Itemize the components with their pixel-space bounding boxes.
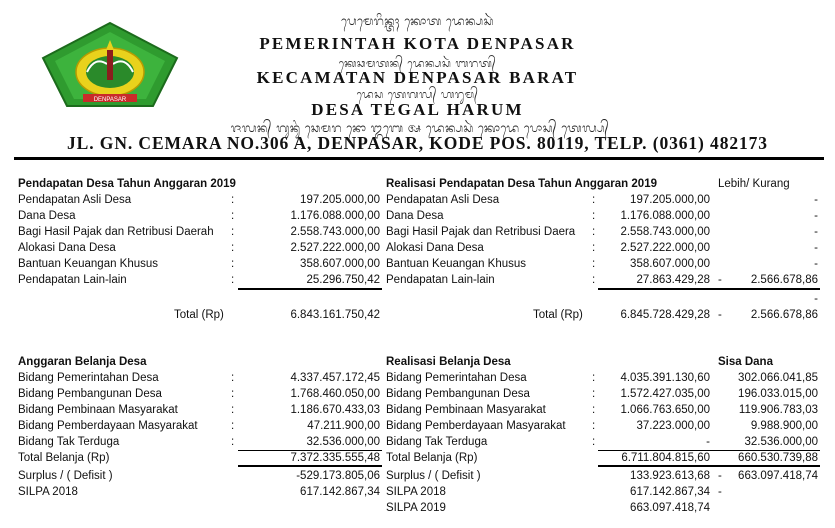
revenue-row-realization: 27.863.429,28 bbox=[636, 274, 710, 286]
expenditure-row-budget: 1.186.670.433,03 bbox=[290, 404, 380, 416]
revenue-row-label-right: Pendapatan Lain-lain bbox=[386, 274, 495, 286]
colon: : bbox=[592, 420, 596, 432]
balinese-script-line-2: ᬓᬾᬘᬫᬢᬦ᭄ ᬤᬾᬦ᭄ᬧᬲᬃ ᬩᬭᬢ᭄ bbox=[338, 57, 497, 70]
expenditure-row-budget: 47.211.900,00 bbox=[307, 420, 380, 432]
revenue-row-label: Bantuan Keuangan Khusus bbox=[18, 258, 159, 270]
revenue-total-label: Total (Rp) bbox=[174, 309, 224, 321]
colon: : bbox=[231, 242, 235, 254]
surplus-realization: 133.923.613,68 bbox=[630, 470, 710, 482]
revenue-row-diff: - bbox=[814, 210, 818, 222]
expenditure-row-budget: 1.768.460.050,00 bbox=[290, 388, 380, 400]
expenditure-budget-heading: Anggaran Belanja Desa bbox=[18, 356, 147, 368]
revenue-row-label: Bagi Hasil Pajak dan Retribusi Daerah bbox=[18, 226, 214, 238]
colon: : bbox=[592, 436, 596, 448]
expenditure-row-realization: - bbox=[706, 436, 710, 448]
address-line: JL. GN. CEMARA NO.306 A, DENPASAR, KODE POS. 80119, TELP. (0361) 482173 bbox=[67, 133, 768, 153]
surplus-label: Surplus / ( Defisit ) bbox=[18, 470, 113, 482]
silpa-2019-realization: 663.097.418,74 bbox=[630, 502, 710, 514]
revenue-row-realization: 1.176.088.000,00 bbox=[620, 210, 710, 222]
expenditure-realization-total-rule bbox=[598, 465, 820, 467]
district-title: KECAMATAN DENPASAR BARAT bbox=[256, 68, 579, 87]
revenue-budget-heading: Pendapatan Desa Tahun Anggaran 2019 bbox=[18, 178, 236, 190]
expenditure-row-label-right: Bidang Pembinaan Masyarakat bbox=[386, 404, 546, 416]
revenue-budget-subtotal-rule bbox=[238, 288, 382, 290]
revenue-row-realization: 358.607.000,00 bbox=[630, 258, 710, 270]
colon: : bbox=[592, 404, 596, 416]
header-divider bbox=[14, 157, 824, 160]
colon: : bbox=[592, 210, 596, 222]
revenue-row-realization: 2.558.743.000,00 bbox=[620, 226, 710, 238]
surplus-sign: - bbox=[718, 470, 722, 482]
surplus-label-right: Surplus / ( Defisit ) bbox=[386, 470, 481, 482]
revenue-row-diff: - bbox=[814, 258, 818, 270]
revenue-row-label: Alokasi Dana Desa bbox=[18, 242, 116, 254]
expenditure-row-label: Bidang Pembinaan Masyarakat bbox=[18, 404, 178, 416]
surplus-budget: -529.173.805,06 bbox=[296, 470, 380, 482]
colon: : bbox=[231, 210, 235, 222]
expenditure-row-label-right: Bidang Pemerintahan Desa bbox=[386, 372, 527, 384]
expenditure-row-label: Bidang Pembangunan Desa bbox=[18, 388, 162, 400]
revenue-row-realization: 197.205.000,00 bbox=[630, 194, 710, 206]
silpa-2018-label: SILPA 2018 bbox=[18, 486, 78, 498]
colon: : bbox=[231, 274, 235, 286]
revenue-extra-dash: - bbox=[814, 293, 818, 305]
colon: : bbox=[231, 372, 235, 384]
colon: : bbox=[592, 226, 596, 238]
revenue-row-label-right: Bagi Hasil Pajak dan Retribusi Daera bbox=[386, 226, 576, 238]
revenue-total-realization: 6.845.728.429,28 bbox=[620, 309, 710, 321]
revenue-total-diff: 2.566.678,86 bbox=[750, 309, 818, 321]
colon: : bbox=[231, 436, 235, 448]
revenue-row-diff: - bbox=[814, 242, 818, 254]
colon: : bbox=[231, 258, 235, 270]
silpa-2018-label-right: SILPA 2018 bbox=[386, 486, 446, 498]
expenditure-realization-heading: Realisasi Belanja Desa bbox=[386, 356, 511, 368]
silpa-2019-label: SILPA 2019 bbox=[386, 502, 446, 514]
expenditure-row-remaining: 32.536.000,00 bbox=[744, 436, 818, 448]
expenditure-row-remaining: 196.033.015,00 bbox=[738, 388, 818, 400]
colon: : bbox=[592, 194, 596, 206]
revenue-row-label-right: Dana Desa bbox=[386, 210, 444, 222]
revenue-row-label-right: Pendapatan Asli Desa bbox=[386, 194, 500, 206]
revenue-row-budget: 2.527.222.000,00 bbox=[290, 242, 380, 254]
revenue-row-budget: 25.296.750,42 bbox=[306, 274, 380, 286]
revenue-total-label-right: Total (Rp) bbox=[533, 309, 583, 321]
expenditure-row-budget: 4.337.457.172,45 bbox=[290, 372, 380, 384]
remaining-funds-heading: Sisa Dana bbox=[718, 356, 773, 368]
village-title: DESA TEGAL HARUM bbox=[311, 100, 524, 119]
expenditure-total-label: Total Belanja (Rp) bbox=[18, 452, 110, 464]
municipality-title: PEMERINTAH KOTA DENPASAR bbox=[259, 34, 576, 53]
revenue-realization-heading: Realisasi Pendapatan Desa Tahun Anggaran 2019 bbox=[386, 178, 657, 190]
revenue-realization-subtotal-rule bbox=[598, 288, 820, 290]
colon: : bbox=[231, 388, 235, 400]
revenue-row-label-right: Alokasi Dana Desa bbox=[386, 242, 484, 254]
revenue-row-label: Dana Desa bbox=[18, 210, 76, 222]
colon: : bbox=[592, 242, 596, 254]
revenue-diff-heading: Lebih/ Kurang bbox=[718, 178, 790, 190]
expenditure-row-realization: 37.223.000,00 bbox=[636, 420, 710, 432]
balinese-script-line-4: ᬚᬮᬦ᭄ ᬕᬸᬦᬸᬂ ᬘᬾᬫᬭ ᬦᭀ ᬑᬩᬾ ᬅ ᬤᬾᬦ᭄ᬧᬲᬃ ᬓᭀᬤᬾ ᬧᭀᬲ᭄ ᬢᬾᬮ᭄ᬧ᭄ bbox=[230, 121, 610, 135]
revenue-row-diff: - bbox=[814, 194, 818, 206]
expenditure-row-label-right: Bidang Pemberdayaan Masyarakat bbox=[386, 420, 566, 432]
revenue-row-realization: 2.527.222.000,00 bbox=[620, 242, 710, 254]
expenditure-row-realization: 4.035.391.130,60 bbox=[620, 372, 710, 384]
colon: : bbox=[592, 258, 596, 270]
revenue-row-label: Pendapatan Lain-lain bbox=[18, 274, 127, 286]
expenditure-row-label: Bidang Tak Terduga bbox=[18, 436, 120, 448]
expenditure-row-realization: 1.066.763.650,00 bbox=[620, 404, 710, 416]
balinese-script-line-3: ᬤᬾᬲ ᬢᬾᬕᬮ᭄ ᬳᬭᬸᬫ᭄ bbox=[356, 88, 479, 101]
expenditure-total-realization: 6.711.804.815,60 bbox=[621, 452, 710, 464]
expenditure-row-budget: 32.536.000,00 bbox=[306, 436, 380, 448]
revenue-total-budget: 6.843.161.750,42 bbox=[290, 309, 380, 321]
expenditure-row-label: Bidang Pemberdayaan Masyarakat bbox=[18, 420, 198, 432]
expenditure-row-label-right: Bidang Tak Terduga bbox=[386, 436, 488, 448]
revenue-row-label-right: Bantuan Keuangan Khusus bbox=[386, 258, 527, 270]
expenditure-row-remaining: 302.066.041,85 bbox=[738, 372, 818, 384]
colon: : bbox=[231, 194, 235, 206]
expenditure-row-remaining: 119.906.783,03 bbox=[738, 404, 818, 416]
colon: : bbox=[592, 274, 596, 286]
balinese-script-line-1: ᬧᬾᬫᬾᬭᬶᬦ᭄ᬢᬄ ᬓᭀᬢ ᬤᬾᬦ᭄ᬧᬲᬃ bbox=[341, 14, 494, 28]
revenue-total-sign: - bbox=[718, 309, 722, 321]
expenditure-total-label-right: Total Belanja (Rp) bbox=[386, 452, 478, 464]
expenditure-row-label: Bidang Pemerintahan Desa bbox=[18, 372, 159, 384]
logo-caption: DENPASAR bbox=[93, 97, 127, 103]
colon: : bbox=[231, 226, 235, 238]
surplus-remaining: 663.097.418,74 bbox=[738, 470, 818, 482]
revenue-row-budget: 1.176.088.000,00 bbox=[290, 210, 380, 222]
revenue-row-diff: 2.566.678,86 bbox=[750, 274, 818, 286]
colon: : bbox=[592, 372, 596, 384]
expenditure-total-budget: 7.372.335.555,48 bbox=[290, 452, 380, 464]
expenditure-row-remaining: 9.988.900,00 bbox=[750, 420, 818, 432]
colon: : bbox=[231, 404, 235, 416]
revenue-row-budget: 2.558.743.000,00 bbox=[290, 226, 380, 238]
revenue-row-budget: 358.607.000,00 bbox=[300, 258, 380, 270]
revenue-row-sign: - bbox=[718, 274, 722, 286]
expenditure-total-remaining: 660.530.739,88 bbox=[738, 452, 818, 464]
expenditure-row-label-right: Bidang Pembangunan Desa bbox=[386, 388, 530, 400]
colon: : bbox=[231, 420, 235, 432]
revenue-row-label: Pendapatan Asli Desa bbox=[18, 194, 132, 206]
revenue-row-budget: 197.205.000,00 bbox=[300, 194, 380, 206]
colon: : bbox=[592, 388, 596, 400]
silpa-2018-realization: 617.142.867,34 bbox=[630, 486, 710, 498]
expenditure-budget-total-rule bbox=[238, 465, 382, 467]
silpa-2018-sign: - bbox=[718, 486, 722, 498]
expenditure-row-realization: 1.572.427.035,00 bbox=[620, 388, 710, 400]
silpa-2018-budget: 617.142.867,34 bbox=[300, 486, 380, 498]
revenue-row-diff: - bbox=[814, 226, 818, 238]
